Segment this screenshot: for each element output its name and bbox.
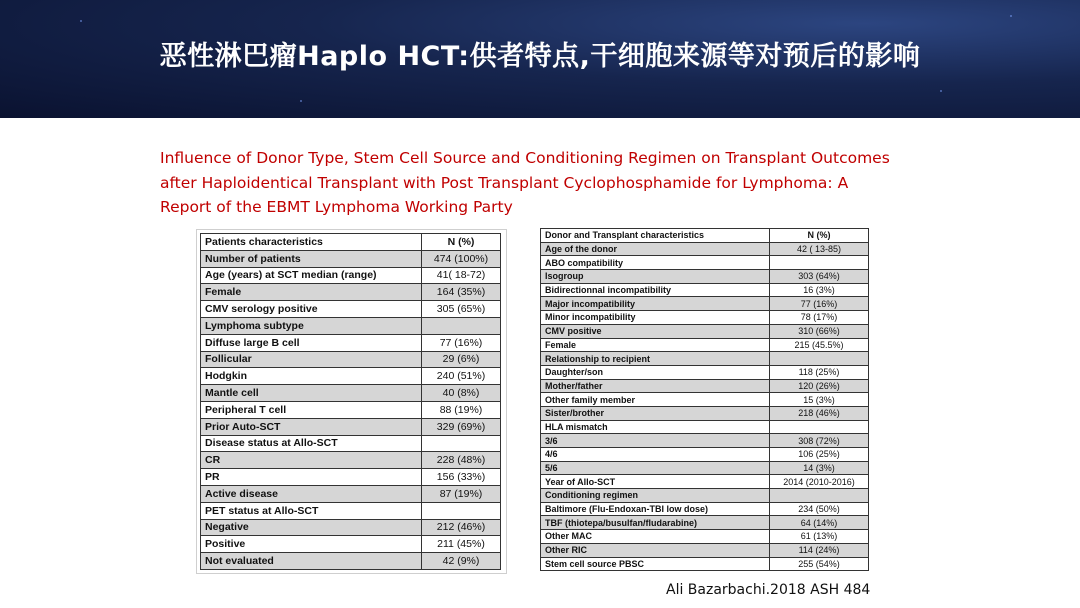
table-row bbox=[201, 435, 501, 452]
table-row bbox=[201, 250, 501, 267]
row-label: Peripheral T cell bbox=[201, 401, 422, 418]
row-value: 2014 (2010-2016) bbox=[770, 475, 869, 489]
row-value: 41( 18-72) bbox=[422, 267, 501, 284]
table-row bbox=[541, 256, 869, 270]
table-row bbox=[201, 418, 501, 435]
row-label: Other RIC bbox=[541, 543, 770, 557]
row-value: 87 (19%) bbox=[422, 485, 501, 502]
row-value: 61 (13%) bbox=[770, 530, 869, 544]
row-value: 474 (100%) bbox=[422, 250, 501, 267]
row-value: 255 (54%) bbox=[770, 557, 869, 571]
table-row bbox=[201, 401, 501, 418]
row-label: CR bbox=[201, 452, 422, 469]
table-row bbox=[541, 461, 869, 475]
decorative-dot bbox=[940, 90, 942, 92]
row-label: Prior Auto-SCT bbox=[201, 418, 422, 435]
table-row bbox=[541, 475, 869, 489]
table-row bbox=[201, 284, 501, 301]
row-label: Minor incompatibility bbox=[541, 311, 770, 325]
row-value: 40 (8%) bbox=[422, 385, 501, 402]
row-label: Female bbox=[201, 284, 422, 301]
row-value: 106 (25%) bbox=[770, 448, 869, 462]
table-row bbox=[541, 352, 869, 366]
table-row bbox=[541, 502, 869, 516]
row-label: 5/6 bbox=[541, 461, 770, 475]
table-row bbox=[201, 351, 501, 368]
row-label: Isogroup bbox=[541, 270, 770, 284]
table-row bbox=[541, 379, 869, 393]
paper-title bbox=[160, 146, 960, 220]
row-value bbox=[770, 352, 869, 366]
table-row bbox=[541, 448, 869, 462]
decorative-dot bbox=[80, 20, 82, 22]
row-value: 310 (66%) bbox=[770, 324, 869, 338]
table-row bbox=[201, 368, 501, 385]
donor-transplant-characteristics-table bbox=[540, 228, 869, 571]
column-header-characteristic: Patients characteristics bbox=[201, 234, 422, 251]
row-label: Stem cell source PBSC bbox=[541, 557, 770, 571]
row-label: 3/6 bbox=[541, 434, 770, 448]
row-label: TBF (thiotepa/busulfan/fludarabine) bbox=[541, 516, 770, 530]
row-value: 64 (14%) bbox=[770, 516, 869, 530]
column-header-count: N (%) bbox=[770, 229, 869, 243]
slide-title: 恶性淋巴瘤Haplo HCT:供者特点,干细胞来源等对预后的影响 bbox=[159, 41, 921, 72]
row-label: Active disease bbox=[201, 485, 422, 502]
row-value: 305 (65%) bbox=[422, 301, 501, 318]
row-value: 78 (17%) bbox=[770, 311, 869, 325]
row-value: 77 (16%) bbox=[770, 297, 869, 311]
row-label: Daughter/son bbox=[541, 365, 770, 379]
table-row bbox=[201, 502, 501, 519]
table-header-row bbox=[201, 234, 501, 251]
table-row bbox=[541, 420, 869, 434]
row-value bbox=[422, 502, 501, 519]
paper-title-line: after Haploidentical Transplant with Post Transplant Cyclophosphamide for Lymphoma: A bbox=[160, 173, 849, 192]
row-value: 16 (3%) bbox=[770, 283, 869, 297]
table-row bbox=[541, 393, 869, 407]
row-value: 303 (64%) bbox=[770, 270, 869, 284]
column-header-characteristic: Donor and Transplant characteristics bbox=[541, 229, 770, 243]
row-value: 29 (6%) bbox=[422, 351, 501, 368]
row-label: 4/6 bbox=[541, 448, 770, 462]
row-value: 14 (3%) bbox=[770, 461, 869, 475]
row-value: 120 (26%) bbox=[770, 379, 869, 393]
row-value: 215 (45.5%) bbox=[770, 338, 869, 352]
row-label: Baltimore (Flu-Endoxan-TBI low dose) bbox=[541, 502, 770, 516]
row-label: Age of the donor bbox=[541, 242, 770, 256]
row-value bbox=[770, 256, 869, 270]
patients-characteristics-table bbox=[200, 233, 501, 570]
row-label: CMV positive bbox=[541, 324, 770, 338]
table-row bbox=[201, 334, 501, 351]
row-value: 15 (3%) bbox=[770, 393, 869, 407]
row-value: 218 (46%) bbox=[770, 406, 869, 420]
row-value: 42 (9%) bbox=[422, 553, 501, 570]
row-label: Other MAC bbox=[541, 530, 770, 544]
row-label: Female bbox=[541, 338, 770, 352]
row-value: 118 (25%) bbox=[770, 365, 869, 379]
row-label: Number of patients bbox=[201, 250, 422, 267]
row-value: 42 ( 13-85) bbox=[770, 242, 869, 256]
table-row bbox=[541, 543, 869, 557]
row-label: PR bbox=[201, 469, 422, 486]
row-label: Major incompatibility bbox=[541, 297, 770, 311]
table-row bbox=[201, 385, 501, 402]
row-value: 240 (51%) bbox=[422, 368, 501, 385]
row-label: Lymphoma subtype bbox=[201, 317, 422, 334]
table-row bbox=[541, 530, 869, 544]
table-row bbox=[201, 317, 501, 334]
table-row bbox=[201, 485, 501, 502]
row-label: Relationship to recipient bbox=[541, 352, 770, 366]
row-value: 234 (50%) bbox=[770, 502, 869, 516]
table-row bbox=[201, 553, 501, 570]
row-value bbox=[422, 317, 501, 334]
row-label: Other family member bbox=[541, 393, 770, 407]
row-value: 228 (48%) bbox=[422, 452, 501, 469]
row-value bbox=[770, 489, 869, 503]
row-label: Disease status at Allo-SCT bbox=[201, 435, 422, 452]
row-value bbox=[770, 420, 869, 434]
row-label: Hodgkin bbox=[201, 368, 422, 385]
table-row bbox=[201, 536, 501, 553]
table-row bbox=[201, 267, 501, 284]
row-label: Year of Allo-SCT bbox=[541, 475, 770, 489]
table-row bbox=[541, 242, 869, 256]
table-row bbox=[541, 338, 869, 352]
row-label: Mantle cell bbox=[201, 385, 422, 402]
row-value: 88 (19%) bbox=[422, 401, 501, 418]
row-label: PET status at Allo-SCT bbox=[201, 502, 422, 519]
table-row bbox=[201, 452, 501, 469]
row-label: Follicular bbox=[201, 351, 422, 368]
table-row bbox=[541, 311, 869, 325]
paper-title-line: Influence of Donor Type, Stem Cell Source and Conditioning Regimen on Transplant Outcomes bbox=[160, 149, 890, 167]
row-label: Diffuse large B cell bbox=[201, 334, 422, 351]
row-value: 308 (72%) bbox=[770, 434, 869, 448]
table-row bbox=[541, 365, 869, 379]
table-row bbox=[541, 283, 869, 297]
row-value: 156 (33%) bbox=[422, 469, 501, 486]
row-value: 211 (45%) bbox=[422, 536, 501, 553]
table-row bbox=[541, 270, 869, 284]
table-row bbox=[541, 324, 869, 338]
decorative-dot bbox=[300, 100, 302, 102]
row-value: 212 (46%) bbox=[422, 519, 501, 536]
table-row bbox=[541, 406, 869, 420]
table-row bbox=[201, 301, 501, 318]
row-label: Negative bbox=[201, 519, 422, 536]
citation: Ali Bazarbachi.2018 ASH 484 bbox=[666, 582, 871, 598]
row-label: Mother/father bbox=[541, 379, 770, 393]
row-label: Age (years) at SCT median (range) bbox=[201, 267, 422, 284]
table-row bbox=[541, 297, 869, 311]
table-row bbox=[541, 516, 869, 530]
row-label: CMV serology positive bbox=[201, 301, 422, 318]
table-row bbox=[541, 434, 869, 448]
row-label: Not evaluated bbox=[201, 553, 422, 570]
row-label: Conditioning regimen bbox=[541, 489, 770, 503]
decorative-dot bbox=[1010, 15, 1012, 17]
row-value: 77 (16%) bbox=[422, 334, 501, 351]
table-header-row bbox=[541, 229, 869, 243]
table-row bbox=[541, 557, 869, 571]
table-row bbox=[201, 519, 501, 536]
table-row bbox=[201, 469, 501, 486]
row-label: Bidirectionnal incompatibility bbox=[541, 283, 770, 297]
table-row bbox=[541, 489, 869, 503]
row-value bbox=[422, 435, 501, 452]
row-value: 164 (35%) bbox=[422, 284, 501, 301]
row-label: ABO compatibility bbox=[541, 256, 770, 270]
row-value: 114 (24%) bbox=[770, 543, 869, 557]
column-header-count: N (%) bbox=[422, 234, 501, 251]
paper-title-line: Report of the EBMT Lymphoma Working Party bbox=[160, 198, 513, 216]
row-label: Sister/brother bbox=[541, 406, 770, 420]
row-label: HLA mismatch bbox=[541, 420, 770, 434]
row-value: 329 (69%) bbox=[422, 418, 501, 435]
row-label: Positive bbox=[201, 536, 422, 553]
